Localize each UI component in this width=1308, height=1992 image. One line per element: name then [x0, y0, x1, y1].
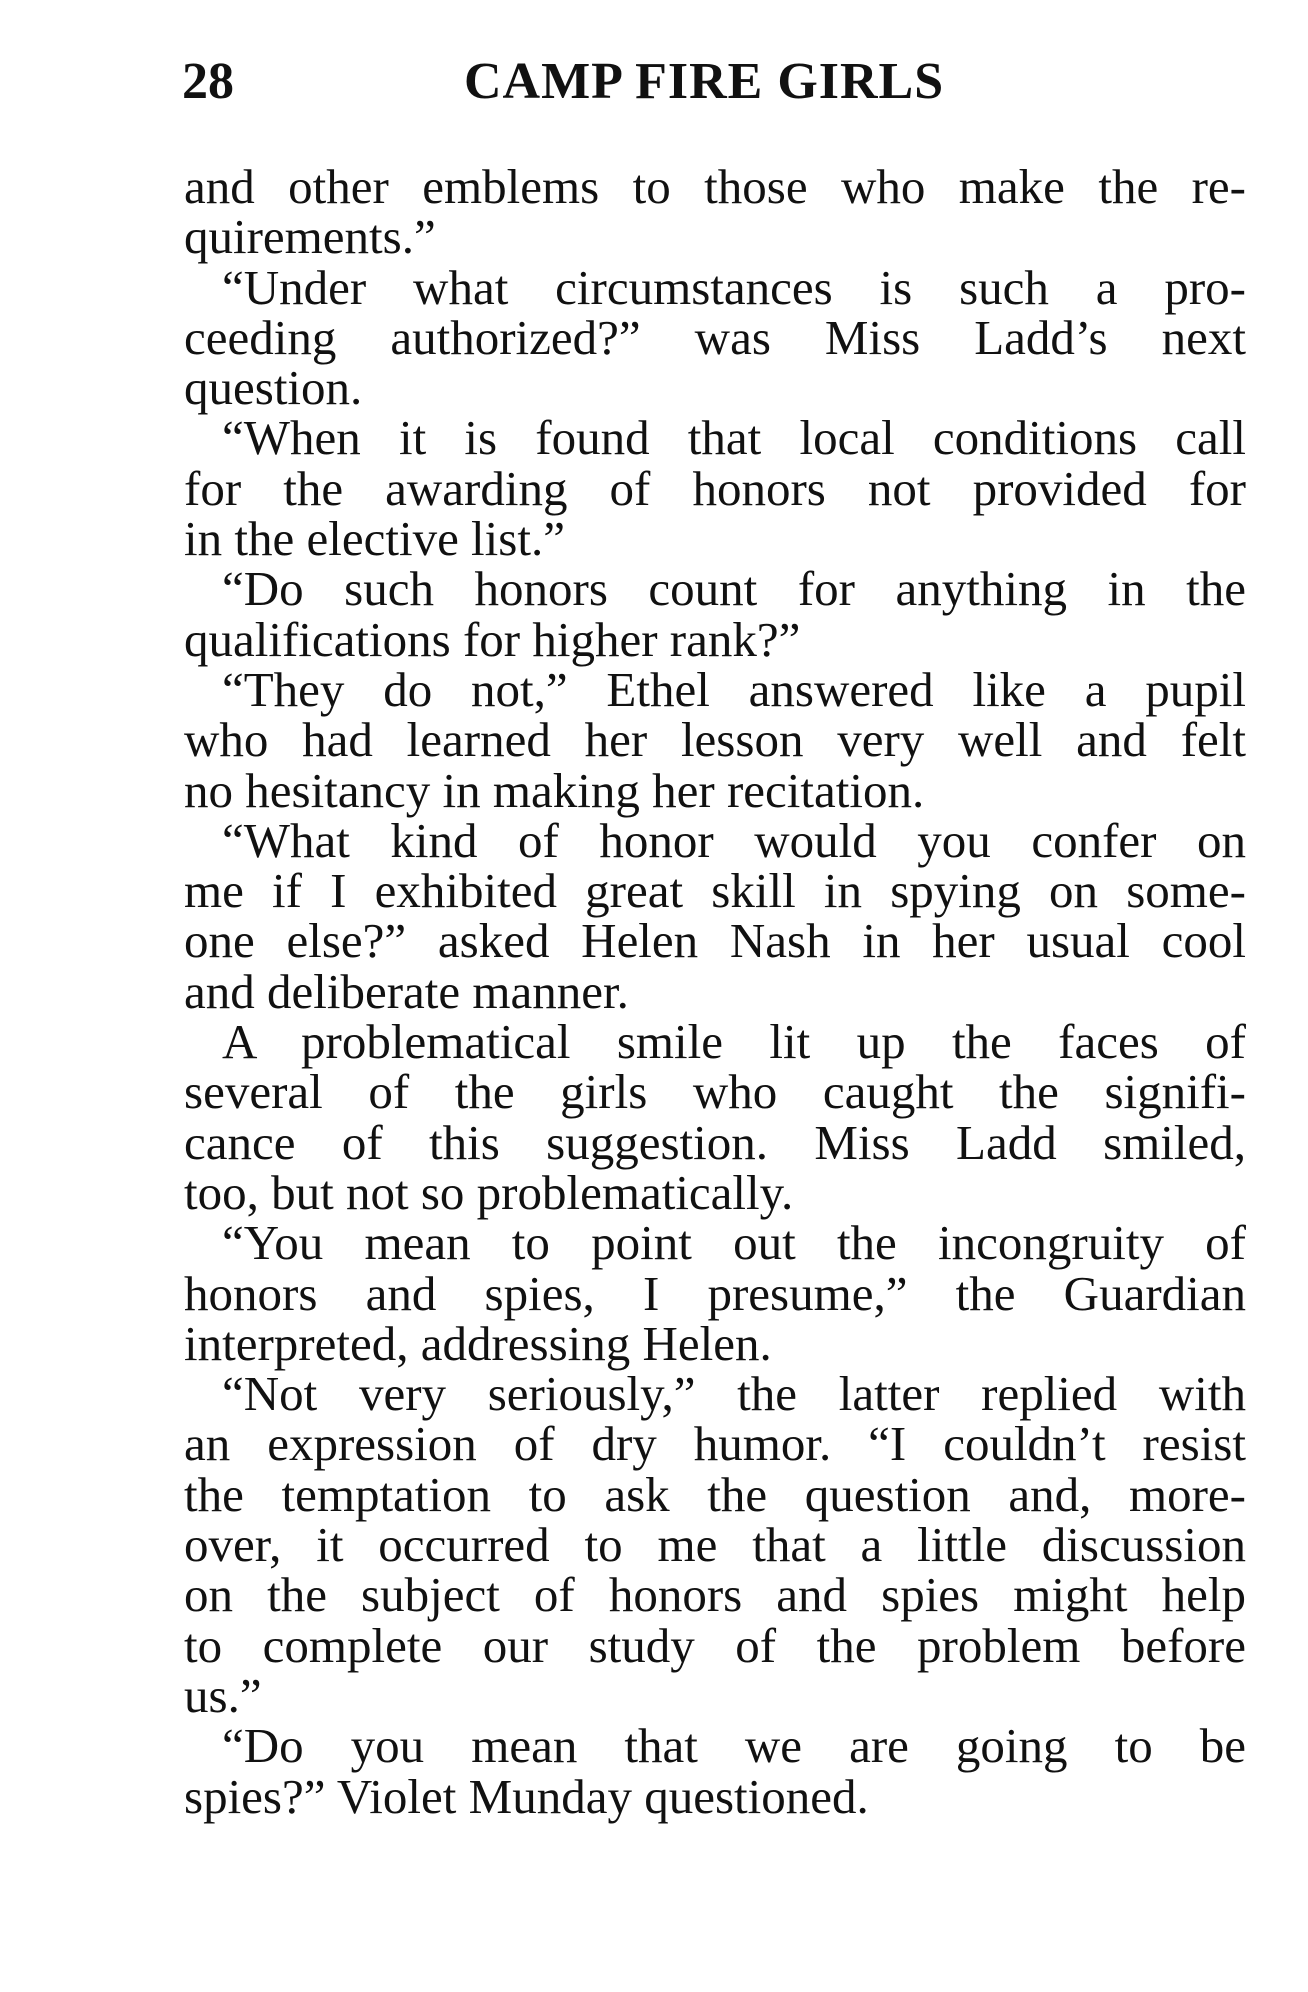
paragraph: [184, 1718, 1246, 1824]
text-line: “Do you mean that we are going to be: [222, 1718, 1246, 1774]
text-line: and other emblems to those who make the re-: [184, 159, 1246, 214]
text-line: “What kind of honor would you confer on: [222, 812, 1246, 868]
text-line: “Under what circumstances is such a pro-: [222, 259, 1246, 315]
page-number: 28: [182, 53, 234, 110]
text-line: an expression of dry humor. “I couldn’t resist: [184, 1416, 1246, 1472]
text-line: in the elective list.”: [184, 511, 565, 567]
text-line: interpreted, addressing Helen.: [184, 1315, 772, 1371]
text-line: the temptation to ask the question and, more-: [184, 1466, 1246, 1522]
text-line: honors and spies, I presume,” the Guardian: [184, 1265, 1246, 1321]
text-line: qualifications for higher rank?”: [184, 611, 801, 667]
text-line: A problematical smile lit up the faces of: [222, 1014, 1246, 1070]
text-line: spies?” Violet Munday questioned.: [184, 1768, 869, 1824]
body-text: [184, 159, 1246, 1824]
paragraph: [184, 410, 1246, 567]
paragraph: [184, 561, 1246, 667]
running-title: CAMP FIRE GIRLS: [464, 53, 945, 110]
text-line: too, but not so problematically.: [184, 1164, 794, 1220]
text-line: question.: [184, 360, 363, 416]
text-line: no hesitancy in making her recitation.: [184, 762, 925, 818]
paragraph: [184, 812, 1246, 1019]
text-line: over, it occurred to me that a little discussion: [184, 1517, 1246, 1573]
text-line: “Not very seriously,” the latter replied with: [222, 1366, 1246, 1422]
paragraph: [184, 1215, 1246, 1371]
text-line: one else?” asked Helen Nash in her usual cool: [184, 913, 1246, 969]
text-line: “Do such honors count for anything in the: [222, 561, 1246, 617]
running-head: [182, 42, 1242, 122]
paragraph: [184, 1014, 1246, 1220]
text-line: who had learned her lesson very well and felt: [184, 712, 1246, 768]
text-line: and deliberate manner.: [184, 963, 629, 1019]
text-line: for the awarding of honors not provided for: [184, 460, 1246, 516]
text-line: ceeding authorized?” was Miss Ladd’s next: [184, 309, 1246, 365]
paragraph: [184, 661, 1246, 818]
text-line: “When it is found that local conditions call: [222, 410, 1246, 466]
text-line: to complete our study of the problem before: [184, 1617, 1246, 1673]
text-line: on the subject of honors and spies might help: [184, 1567, 1246, 1623]
paragraph: [184, 259, 1246, 416]
text-line: quirements.”: [184, 209, 436, 265]
text-line: “They do not,” Ethel answered like a pupil: [222, 661, 1246, 717]
text-line: cance of this suggestion. Miss Ladd smiled,: [184, 1114, 1246, 1170]
text-line: “You mean to point out the incongruity of: [222, 1215, 1246, 1271]
paragraph: [184, 159, 1246, 265]
text-line: me if I exhibited great skill in spying on some-: [184, 863, 1246, 919]
text-line: several of the girls who caught the signifi-: [184, 1064, 1246, 1120]
text-line: us.”: [184, 1667, 262, 1723]
paragraph: [184, 1366, 1246, 1723]
